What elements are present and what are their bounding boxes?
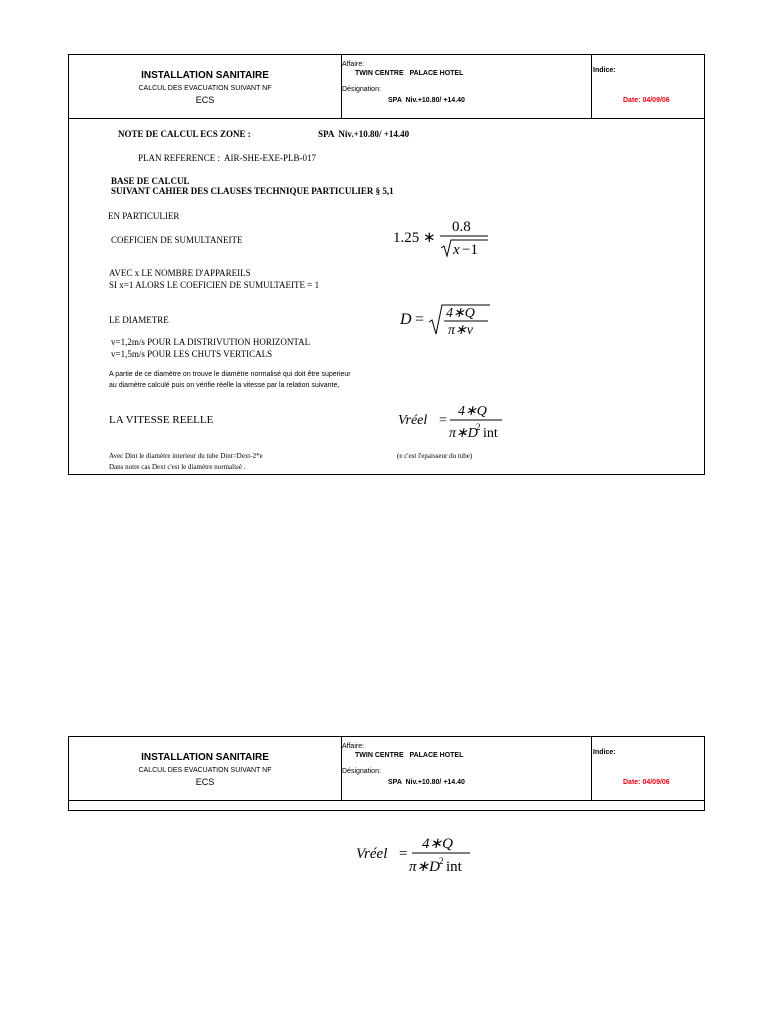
note-zone: SPA Niv.+10.80/ +14.40	[318, 129, 410, 139]
v-lhs: Vréel	[398, 413, 428, 428]
epaisseur-note: (e c'est l'epaisseur du tube)	[397, 452, 473, 460]
affaire-value-2: TWIN CENTRE PALACE HOTEL	[355, 752, 464, 759]
header-date: Date: 04/09/06	[623, 97, 670, 104]
page1-frame	[68, 54, 705, 475]
header-subtitle-ecs: ECS	[195, 95, 215, 105]
header-subtitle: CALCUL DES EVACUATION SUIVANT NF	[138, 85, 272, 92]
d-den: π∗v	[448, 323, 473, 338]
affaire-label: Affaire:	[342, 61, 365, 68]
header-subtitle-ecs-2: ECS	[195, 777, 215, 787]
page2-col-divider-2	[591, 737, 592, 800]
avec-x: AVEC x LE NOMBRE D'APPAREILS	[109, 268, 251, 278]
note-title: NOTE DE CALCUL ECS ZONE :	[118, 129, 251, 139]
coef-label: COEFICIEN DE SUMULTANEITE	[111, 235, 243, 245]
le-diametre: LE DIAMETRE	[109, 315, 169, 325]
v2-den-int: int	[446, 859, 462, 875]
header-title: INSTALLATION SANITAIRE	[141, 70, 269, 81]
coef-den-x: x	[453, 242, 460, 258]
designation-label: Désignation:	[342, 86, 381, 93]
d-num: 4∗Q	[446, 306, 475, 321]
v2-num: 4∗Q	[422, 836, 453, 852]
formula-coefficient	[390, 214, 500, 260]
plan-reference: PLAN REFERENCE : AIR-SHE-EXE-PLB-017	[138, 153, 317, 163]
coef-op: ∗	[423, 230, 436, 246]
indice-label: Indice:	[593, 67, 616, 74]
formula-vitesse-1	[396, 398, 511, 442]
header-subtitle-2: CALCUL DES EVACUATION SUIVANT NF	[138, 767, 272, 774]
designation-value: SPA Niv.+10.80/ +14.40	[388, 97, 465, 104]
v2-den-pi: π∗D	[409, 859, 440, 875]
base-suivant: SUIVANT CAHIER DES CLAUSES TECHNIQUE PARTICULIER § 5,1	[111, 186, 394, 196]
affaire-value: TWIN CENTRE PALACE HOTEL	[355, 70, 464, 77]
header-date-2: Date: 04/09/06	[623, 779, 670, 786]
en-particulier: EN PARTICULIER	[108, 211, 180, 221]
page1-col-divider-2	[591, 55, 592, 118]
v2-lhs: Vréel	[356, 846, 388, 862]
base-de-calcul: BASE DE CALCUL	[111, 176, 190, 186]
v-horizontal: v=1,2m/s POUR LA DISTRIVUTION HORIZONTAL	[111, 337, 311, 347]
indice-label-2: Indice:	[593, 749, 616, 756]
coef-const: 1.25	[393, 230, 420, 246]
affaire-label-2: Affaire:	[342, 743, 365, 750]
v-den-pi: π∗D	[449, 426, 478, 441]
formula-vitesse-2	[354, 830, 474, 876]
v-den-int: int	[483, 426, 498, 441]
vitesse-reelle-label: LA VITESSE REELLE	[109, 414, 214, 426]
si-x: SI x=1 ALORS LE COEFICIEN DE SUMULTAEITE = 1	[109, 280, 320, 290]
page2-header-divider	[69, 800, 704, 801]
partie-line-1: A partie de ce diamètre on trouve le diamètre normalisé qui doit être superieur	[109, 371, 351, 378]
d-eq: =	[415, 311, 425, 328]
page1-header-divider	[69, 118, 704, 119]
coef-num: 0.8	[452, 219, 471, 235]
v2-den-exp: 2	[439, 856, 444, 866]
v2-eq: =	[399, 846, 408, 862]
partie-line-2: au diamètre calculé puis on vérifie réelle la vitesse par la relation suivante,	[109, 382, 340, 389]
v-eq: =	[439, 413, 447, 428]
v-vertical: v=1,5m/s POUR LES CHUTS VERTICALS	[111, 349, 273, 359]
dint-line-2: Dans notre cas Dext c'est le diamètre normalisé .	[109, 463, 246, 471]
coef-den-rest: −1	[462, 242, 478, 258]
d-lhs: D	[400, 311, 412, 328]
page2-frame	[68, 736, 705, 811]
designation-label-2: Désignation:	[342, 768, 381, 775]
v-num: 4∗Q	[458, 404, 487, 419]
dint-line-1: Avec Dint le diamètre interieur du tube Dint=Dext-2*e	[109, 452, 263, 460]
v-den-exp: 2	[476, 422, 481, 432]
header-title-2: INSTALLATION SANITAIRE	[141, 752, 269, 763]
formula-diameter	[398, 300, 498, 340]
designation-value-2: SPA Niv.+10.80/ +14.40	[388, 779, 465, 786]
